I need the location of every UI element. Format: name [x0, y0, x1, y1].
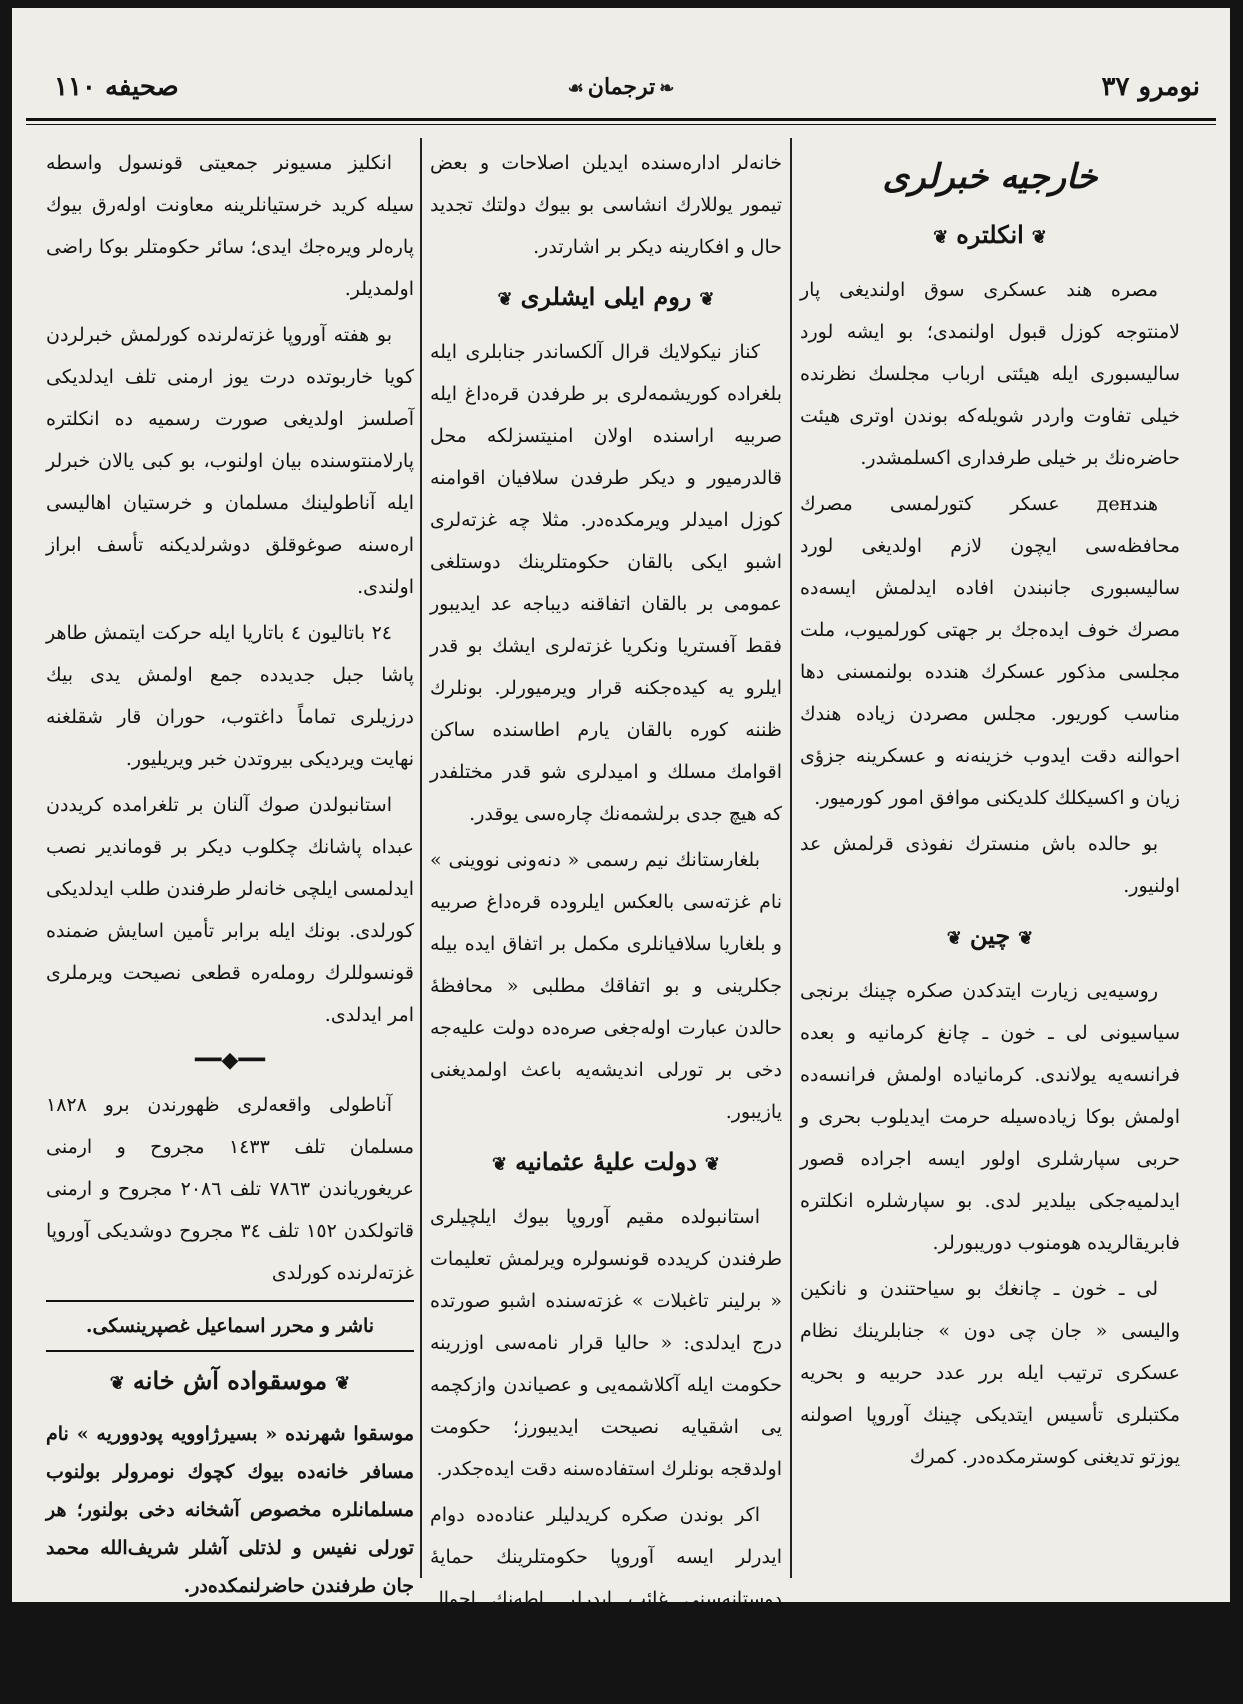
article-paragraph: بو حالده باش منسترك نفوذی قرلمش عد اولنیور. — [800, 833, 1180, 897]
ornament-icon: ❦ — [933, 227, 949, 248]
column-divider — [790, 138, 792, 1578]
section-heading-england: ❦انکلتره❦ — [933, 220, 1047, 249]
ornament-icon: ❦ — [492, 1154, 508, 1175]
article-paragraph: لی ـ خون ـ چانغك بو سیاحتندن و نانکین والیسی « جان چی دون » جنابلرینك نظام عسکری ترتیب ایله برر عدد حربیه و بحریه مکتبلری تأسیس ایتدیکی چینك آوروپا اصولنه یوزتو تدیغنی کوسترمکده‌در. کمرك — [800, 1278, 1180, 1468]
issue-number: نومرو ٣٧ — [1101, 72, 1200, 102]
article-paragraph: بو هفته آوروپا غزته‌لرنده کورلمش خبرلردن کویا خاربوتده درت یوز ارمنی تلف ایدلدیکی آصلسز اولدیغی صورت رسمیه ده انکلتره پارلامنتوسنده بیان اولنوب، بو کبی یالان خبرلر ایله آناطولینك مسلمان و خرستیان اهالیسی اره‌سنه صوغوقلق دوشرلدیکنه تأسف ابراز اولندی. — [46, 324, 414, 598]
ornament-icon: ❦ — [109, 1373, 125, 1394]
column-divider — [420, 138, 422, 1578]
article-paragraph: استانبولده مقیم آوروپا بیوك ایلچیلری طرفندن کریدده قونسولره ویرلمش تعلیمات « برلینر تاغبلات » غزته‌سنده اشبو صورتده درج ایدلدی: « حالیا قرار نامه‌سی اوزرینه حکومت ایله آکلاشمه‌یی و عصیاندن وازکچمه یی اشقیایه نصیحت ایدیبورز؛ حکومت اولدقجه بونلرك استفاده‌سنه دقت ایده‌جکدر. — [430, 1206, 782, 1480]
advertisement-footer — [46, 1605, 414, 1647]
column-middle — [430, 142, 782, 1694]
header-rule-thin — [26, 124, 1216, 125]
article-paragraph: کناز نیکولایك قرال آلکساندر جنابلری ایله بلغراده کوریشمه‌لری بر طرفدن قره‌داغ ایله صربیه اراسنده اولان امنیتسزلکه محل قالدرمیور و دیکر طرفدن سلافیان اقوامنه کوزل امیدلر ویرمکده‌در. مثلا چه غزته‌لری اشبو ایکی بالقان حکومتلرینك دوستلغی عمومی بر بالقان اتفاقنه دیباجه عد ایدیبور فقط آفستریا ونکریا غزته‌لری ایشك بو قدر ایلرو یه کیده‌جکنه قرار ویرمیورلر. بونلرك ظننه کوره بالقان یارم اطاسنده ساکن اقوامك مسلك و امیدلری شو قدر مختلفدر که هیچ جدی برلشمه‌نك چاره‌سی یوقدر. — [430, 341, 782, 825]
newspaper-title: ❧ترجمان☙ — [567, 74, 675, 100]
ornament-icon: ❦ — [699, 289, 715, 310]
article-paragraph: هندден عسکر کتورلمسی مصرك محافظه‌سی ایچون لازم اولدیغی لورد سالیسبوری جانبندن افاده ایدلمش ایسه‌ده مصرك خوف ایده‌جك بر جهتی کورلمیوب، ملت مجلسی مذکور عسکرك هندده بولنمسنی دها مناسب کوریور. مجلس مصردن زیاده هندك احوالنه دقت ایدوب خزینه‌نه و عسکرینه جزؤی زیان و اکسیکلك کلدیکنی موافق امور کورمیور. — [800, 493, 1180, 809]
column-left — [46, 142, 414, 1636]
article-paragraph: ٢٤ باتالیون ٤ باتاریا ایله حرکت ایتمش طاهر پاشا جبل جدیدده جمع اولمش یدی بیك درزیلری تماماً داغتوب، حوران قار شقلغنه نهایت ویردیکی بیروتدن خبر ویریلیور. — [46, 622, 414, 770]
separator-line — [46, 1300, 414, 1302]
section-heading-china: ❦چین❦ — [946, 921, 1034, 950]
article-paragraph: مصره هند عسکری سوق اولندیغی پار لامنتوجه کوزل قبول اولنمدی؛ بو ایشه لورد سالیسبوری ایله هیئتی ارباب مجلسك نظرنده خیلی تفاوت واردر شویله‌که بوندن اوتری هیئت حاضره‌نك بر خیلی طرفداری اکسلمشدر. — [800, 279, 1180, 469]
ornament-icon: ❦ — [1018, 928, 1034, 949]
article-paragraph: خانه‌لر اداره‌سنده ایدیلن اصلاحات و بعض تیمور یوللارك انشاسی بو بیوك دولتك تجدید حال و افکارینه دیکر بر اشارتدر. — [430, 152, 782, 258]
article-paragraph: استانبولدن صوك آلنان بر تلغرامده کریددن عبداه پاشانك چکلوب دیکر بر قوماندیر نصب ایدلمسی ایلچی خانه‌لر طرفندن طلب ایدلدیکی کورلدی. بونك ایله برابر تأمین اسایش ضمنده قونسوللرك رومله‌ره قطعی نصیحت ویرملری امر ایدلدی. — [46, 794, 414, 1026]
page-number: صحیفه ١١٠ — [54, 72, 179, 102]
ornament-icon: ❧ — [659, 78, 675, 99]
header-rule — [26, 118, 1216, 121]
column-right — [800, 142, 1180, 1578]
advertisement-text: موسقوا شهرنده « بسیرژاوویه پودووریه » نام مسافر خانه‌ده بیوك کچوك نومرولر بولنوب مسلمانلره مخصوص آشخانه دخی بولنور؛ هر تورلی نفیس و لذتلی آشلر شریف‌الله محمد جان طرفندن حاضرلنمکده‌در. — [46, 1423, 414, 1597]
article-paragraph: انکلیز مسیونر جمعیتی قونسول واسطه سیله کرید خرستیانلرینه معاونت اوله‌رق بیوك پاره‌لر ویره‌جك ایدی؛ سائر حکومتلر بوکا راضی اولمدیلر. — [46, 152, 414, 300]
publisher-line: ناشر و محرر اسماعیل غصپرینسکی. — [85, 1315, 375, 1337]
ad-city: (Москва) — [58, 1615, 156, 1636]
ad-issue: 8—5 — [358, 1615, 402, 1636]
article-paragraph: آناطولی واقعه‌لری ظهورندن برو ١٨٢٨ مسلمان تلف ١٤٣٣ مجروح و ارمنی عریغوریاندن ٧٨٦٣ تلف ٢٠٨٦ مجروح و ارمنی قاتولکدن ١٥٢ تلف ٣٤ مجروح دوشدیکی آوروپا غزته‌لرنده کورلدی — [46, 1094, 414, 1284]
ornament-icon: ❦ — [704, 1154, 720, 1175]
page-header — [24, 68, 1218, 114]
diamond-ornament-icon: ━━◆━━ — [195, 1048, 265, 1073]
ornament-icon: ❦ — [1031, 227, 1047, 248]
article-paragraph: روسیه‌یی زیارت ایتدکدن صکره چینك برنجی سیاسیونی لی ـ خون ـ چانغ کرمانیه و بعده فرانسه‌یه یولاندی. کرمانیاده اولمش فرانسه‌ده اولمش بوکا زیاده‌سیله حرمت ایدیلوب بحری و حربی سپارشلری اولور ایسه اجراده قصور ایدلمیه‌جکی بیلدیر لدی. بو سپارشلره انکلتره فابریقالریده هومنوب دوریبورلر. — [800, 980, 1180, 1254]
ornament-icon: ❦ — [335, 1373, 351, 1394]
article-paragraph: اکر بوندن صکره کریدلیلر عناده‌ده دوام ایدرلر ایسه آوروپا حکومتلرینك حمایهٔ دوستانه‌سنی غائب ایدرلر. اطه‌نك احوال مالیه سی و کمرك وارداتندن زیاده‌جه استفاده ایتمسی تأمین ایدیله‌جکدر. — [430, 1504, 782, 1694]
article-paragraph: بلغارستانك نیم رسمی « دنه‌ونی نووینی » نام غزته‌سی بالعکس ایلروده قره‌داغ صربیه و بلغاریا سلافیانلری مکمل بر اتفاق ایده بیله جکلرینی و بو اتفاقك مطلبی « محافظهٔ حالدن عبارت اوله‌جغی صره‌ده دولت علیه‌جه دخی بر تورلی اندیشه‌یه باعث اولمدیغنی یازیبور. — [430, 849, 782, 1123]
ornament-icon: ❦ — [497, 289, 513, 310]
ad-heading: ❦موسقواده آش خانه❦ — [109, 1366, 351, 1395]
section-heading-ottoman: ❦دولت علیهٔ عثمانیه❦ — [492, 1147, 720, 1176]
separator-line — [46, 1350, 414, 1352]
newspaper-page — [12, 8, 1230, 1694]
foreign-news-heading: خارجیه خبرلری — [882, 157, 1098, 197]
ornament-icon: ❦ — [946, 928, 962, 949]
section-heading-rumeli: ❦روم ایلی ایشلری❦ — [497, 282, 715, 311]
ornament-icon: ☙ — [567, 78, 584, 99]
